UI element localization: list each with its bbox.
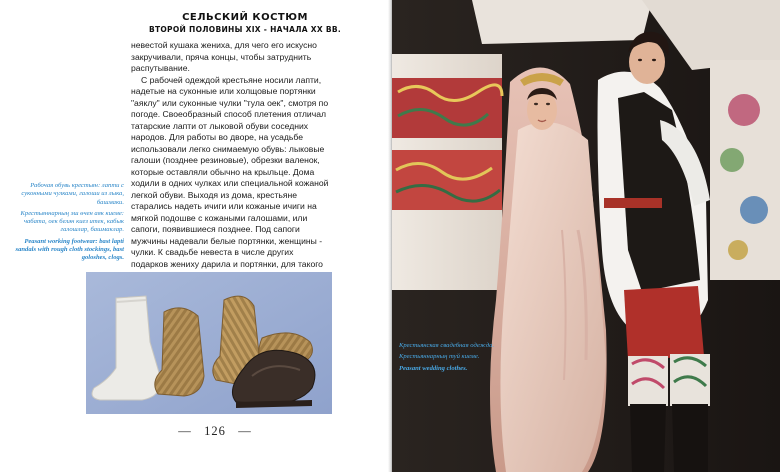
page-number-value: 126 xyxy=(204,424,226,438)
caption-en: Peasant working footwear: bast lapti sandals with rough cloth stockings, bast goloshes, clogs. xyxy=(15,237,124,262)
caption-tt: Крестьяннарның эш өчен аяк киеме: чабата, оек белән киез итек, кабык галошлар, башмаклар. xyxy=(20,209,124,234)
wedding-caption xyxy=(399,342,515,376)
footwear-photo xyxy=(86,272,332,414)
body-text xyxy=(131,40,331,270)
caption-ru: Крестьянская свадебная одежда. xyxy=(399,342,495,349)
caption-ru: Рабочая обувь крестьян: лапти с суконными чулками, галоши из лыка, башмаки. xyxy=(21,182,124,206)
caption-en: Peasant wedding clothes. xyxy=(399,364,468,372)
page-number-dash: — xyxy=(238,424,252,438)
heading-subtitle: ВТОРОЙ ПОЛОВИНЫ XIX - НАЧАЛА XX ВВ. xyxy=(148,25,342,34)
page-heading xyxy=(140,12,350,35)
footwear-caption xyxy=(8,182,124,266)
right-page xyxy=(392,0,780,472)
heading-title: СЕЛЬСКИЙ КОСТЮМ xyxy=(182,12,308,23)
page-number xyxy=(160,424,270,439)
page-number-dash: — xyxy=(178,424,192,438)
wedding-photo xyxy=(392,0,780,472)
caption-tt: Крестьяннарның туй киеме. xyxy=(399,353,480,361)
paragraph: невестой кушака жениха, для чего его искусно закручивали, пряча концы, чтобы затруднить распутывание. xyxy=(131,40,317,73)
paragraph: С рабочей одеждой крестьяне носили лапти, надетые на суконные или холщовые портянки "аяклу" или суконные чулки "тула оек", смотря по погоде. Своеобразный способ плетения отличал татарские лапти от лыковой обуви соседних народов. Для работы во дворе, на усадьбе использовали легко снимаемую обувь: лыковые галоши (позднее резиновые), обрезки валенок, которые оставляли обычно на крыльце. Дома ходили в одних чулках или специальной кожаной легкой обуви. Выходя из дома, крестьяне старались надеть ичиги или кожаные ичиги на мягкой подошве с кожаными галошами, или сапоги, появившиеся позднее. Под сапоги мужчины надевали белые портянки, женщины - чулки. К свадьбе невеста в числе других подарков жениху дарила и портянки, для такого xyxy=(131,74,329,269)
